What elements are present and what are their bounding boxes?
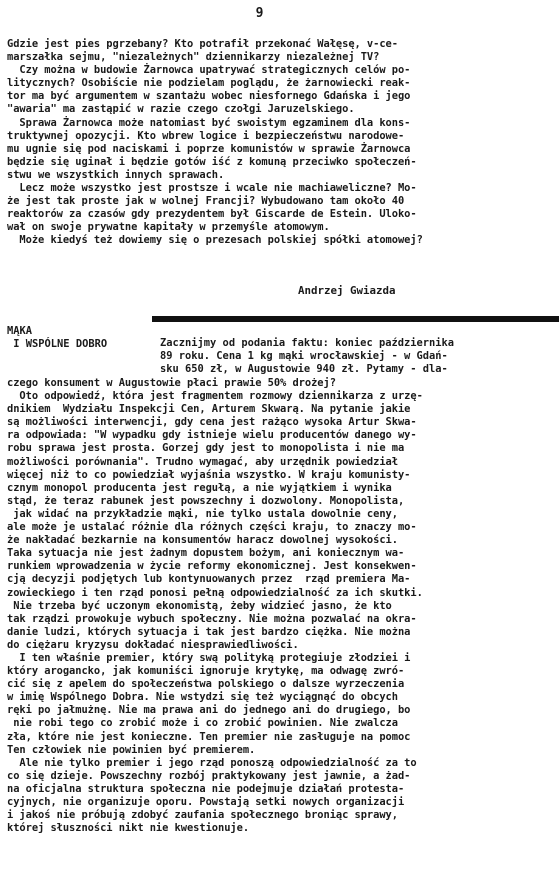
text-line: Sprawa Żarnowca może natomiast być swoistym egzaminem dla kons-	[7, 116, 411, 129]
text-line: Gdzie jest pies pgrzebany? Kto potrafił przekonać Wałęsę, v-ce-	[7, 38, 398, 50]
text-line: litycznych? Osobiście nie podzielam poglądu, że żarnowiecki reak-	[7, 77, 411, 90]
text-line: Ten człowiek nie powinien być premierem.	[7, 743, 256, 756]
heading-line: MĄKA	[7, 325, 33, 337]
section-divider	[152, 316, 559, 322]
text-line: tor ma być argumentem w szantażu wobec niesfornego Gdańska i jego	[7, 90, 411, 103]
text-line: więcej niż to co powiedział wyjaśnia wszystko. W kraju komunisty-	[7, 468, 411, 481]
text-line: w imię Wspólnego Dobra. Nie wstydzi się też wyciągnąć do obcych	[7, 691, 398, 704]
text-line: i jakoś nie próbują zdobyć zaufania społecznego broniąc sprawy,	[7, 809, 398, 822]
text-line: są możliwości interwencji, gdy cena jest rażąco wysoka Artur Skwa-	[7, 416, 417, 429]
text-line: ręki po jałmużnę. Nie ma prawa ani do jednego ani do drugiego, bo	[7, 704, 411, 717]
text-line: cznym monopol producenta jest regułą, a nie wyjątkiem i wynika	[7, 481, 392, 494]
text-line: ale może je ustalać różnie dla różnych części kraju, to znaczy mo-	[7, 521, 417, 534]
text-line: 89 roku. Cena 1 kg mąki wrocławskiej - w Gdań-	[160, 350, 448, 363]
text-line: Taka sytuacja nie jest żadnym dopustem bożym, ani koniecznym wa-	[7, 547, 405, 560]
text-line: Oto odpowiedź, która jest fragmentem rozmowy dziennikarza z urzę-	[7, 390, 423, 403]
text-line: że jest tak proste jak w wolnej Francji? Wybudowano tam około 40	[7, 195, 405, 208]
intro-text	[7, 38, 559, 248]
text-line: wał on swoje prywatne kapitały w przemyśle atomowym.	[7, 221, 330, 234]
text-line: do ciężaru kryzysu dokładać niesprawiedliwości.	[7, 638, 299, 651]
text-line: cją decyzji podjętych lub kontynuowanych przez rząd premiera Ma-	[7, 573, 411, 586]
signature: Andrzej Gwiazda	[298, 284, 396, 297]
text-line: cić się z apelem do społeczeństwa polskiego o dalsze wyrzeczenia	[7, 678, 405, 691]
text-line: na oficjalna struktura społeczna nie podejmuje działań protesta-	[7, 782, 405, 795]
text-line: co się dzieje. Powszechny rozbój praktykowany jest jawnie, a żad-	[7, 769, 411, 782]
text-line: zła, które nie jest konieczne. Ten premier nie zasługuje na pomoc	[7, 730, 411, 743]
text-line: Może kiedyś też dowiemy się o prezesach polskiej spółki atomowej?	[7, 234, 423, 247]
text-line: że nakładać bezkarnie na konsumentów haracz dowolnej wysokości.	[7, 534, 398, 547]
text-line: Nie trzeba być uczonym ekonomistą, żeby widzieć jasno, że kto	[7, 599, 392, 612]
text-line: danie ludzi, których sytuacja i tak jest bardzo ciężka. Nie można	[7, 625, 411, 638]
text-line: możliwości porównania". Trudno wymagać, aby urzędnik powiedział	[7, 455, 398, 468]
text-line: sku 650 zł, w Augustowie 940 zł. Pytamy - dla-	[160, 363, 448, 376]
heading-line: I WSPÓLNE DOBRO	[7, 338, 108, 351]
text-line: Czy można w budowie Żarnowca upatrywać strategicznych celów po-	[7, 64, 411, 77]
text-line: stąd, że teraz rabunek jest powszechny i dozwolony. Monopolista,	[7, 494, 405, 507]
article-lede	[160, 337, 559, 376]
text-line: nie robi tego co zrobić może i co zrobić powinien. Nie zwalcza	[7, 717, 398, 730]
text-line: I ten właśnie premier, który swą polityką protegiuje złodziei i	[7, 651, 411, 664]
text-line: reaktorów za czasów gdy prezydentem był Giscarde de Estein. Uloko-	[7, 208, 417, 221]
article-body	[7, 377, 559, 835]
text-line: której słuszności nikt nie kwestionuje.	[7, 822, 250, 835]
text-line: marszałka sejmu, "niezależnych" dziennikarzy niezależnej TV?	[7, 51, 380, 64]
text-line: Zacznijmy od podania faktu: koniec października	[160, 337, 455, 349]
text-line: cyjnych, nie organizuje oporu. Powstają setki nowych organizacji	[7, 796, 405, 808]
text-line: robu sprawa jest prosta. Gorzej gdy jest to monopolista i nie ma	[7, 442, 405, 455]
text-line: dnikiem Wydziału Inspekcji Cen, Arturem Skwarą. Na pytanie jakie	[7, 403, 411, 416]
text-line: "awaria" ma zastąpić w razie czego czołgi Jaruzelskiego.	[7, 103, 355, 116]
text-line: czego konsument w Augustowie płaci prawie 50% drożej?	[7, 377, 336, 389]
text-line: zowieckiego i ten rząd ponosi pełną odpowiedzialność za ich skutki.	[7, 586, 423, 599]
text-line: Ale nie tylko premier i jego rząd ponoszą odpowiedzialność za to	[7, 756, 417, 769]
text-line: Lecz może wszystko jest prostsze i wcale nie machiaweliczne? Mo-	[7, 182, 417, 195]
text-line: truktywnej opozycji. Kto wbrew logice i bezpieczeństwu narodowe-	[7, 129, 405, 142]
page-number: 9	[255, 6, 264, 21]
text-line: jak widać na przykładzie mąki, nie tylko ustala dowolnie ceny,	[7, 507, 398, 520]
text-line: mu ugnie się pod naciskami i poprze komunistów w sprawie Żarnowca	[7, 142, 411, 155]
text-line: tak rządzi prowokuje wybuch społeczny. Nie można pozwalać na okra-	[7, 612, 417, 625]
text-line: który arogancko, jak komuniści ignoruje krytykę, ma odwagę zwró-	[7, 665, 405, 678]
text-line: stwu we wszystkich innych sprawach.	[7, 168, 225, 181]
text-line: ra odpowiada: "W wypadku gdy istnieje wielu producentów danego wy-	[7, 429, 417, 442]
article-heading	[7, 325, 107, 351]
text-line: runkiem wprowadzenia w życie reformy ekonomicznej. Jest konsekwen-	[7, 560, 417, 573]
text-line: będzie się uginał i będzie gotów iść z komuną przeciwko społeczeń-	[7, 155, 417, 168]
